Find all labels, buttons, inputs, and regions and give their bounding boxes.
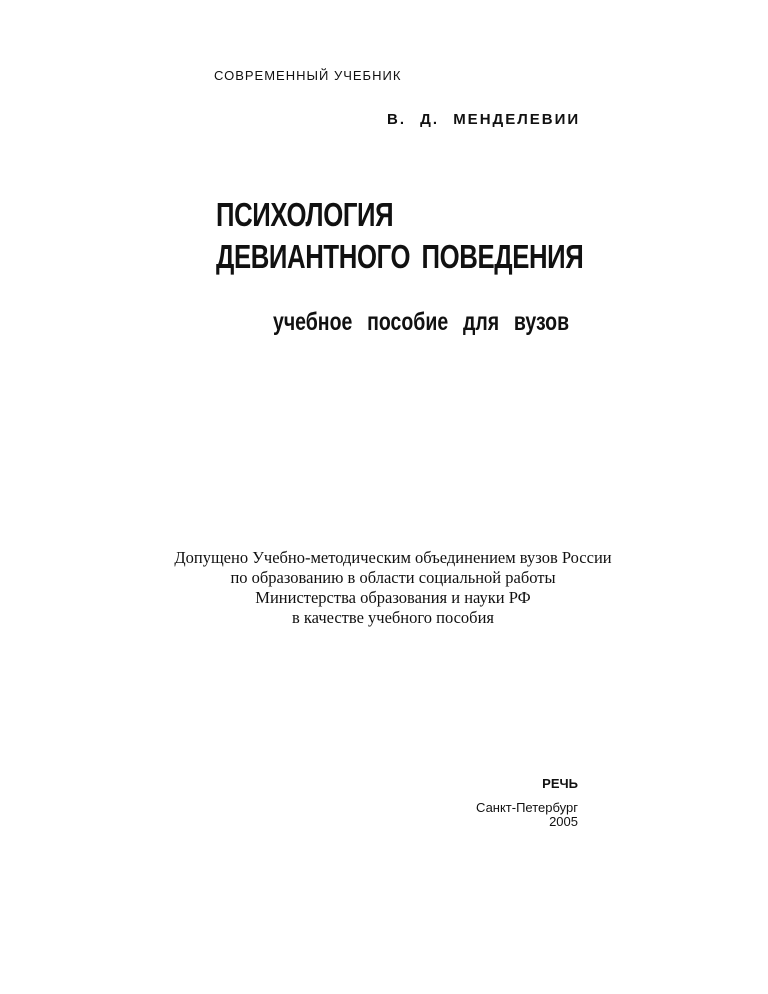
approval-line-2: по образованию в области социальной работы <box>230 568 556 587</box>
publisher-name: РЕЧЬ <box>542 776 578 791</box>
book-subtitle: учебное пособие для вузов <box>273 308 570 336</box>
series-label: СОВРЕМЕННЫЙ УЧЕБНИК <box>214 68 402 83</box>
publisher-city: Санкт-Петербург <box>476 800 578 815</box>
book-title-line-2: ДЕВИАНТНОГО ПОВЕДЕНИЯ <box>216 238 584 275</box>
book-title-line-1: ПСИХОЛОГИЯ <box>216 196 394 233</box>
approval-line-1: Допущено Учебно-методическим объединением вузов России <box>174 548 612 567</box>
approval-line-3: Министерства образования и науки РФ <box>255 588 531 607</box>
approval-statement <box>100 548 686 628</box>
publication-year: 2005 <box>549 814 578 829</box>
approval-line-4: в качестве учебного пособия <box>291 608 494 627</box>
publisher-block <box>476 776 578 829</box>
book-title <box>216 194 583 278</box>
author-name: В. Д. МЕНДЕЛЕВИИ <box>387 111 581 128</box>
